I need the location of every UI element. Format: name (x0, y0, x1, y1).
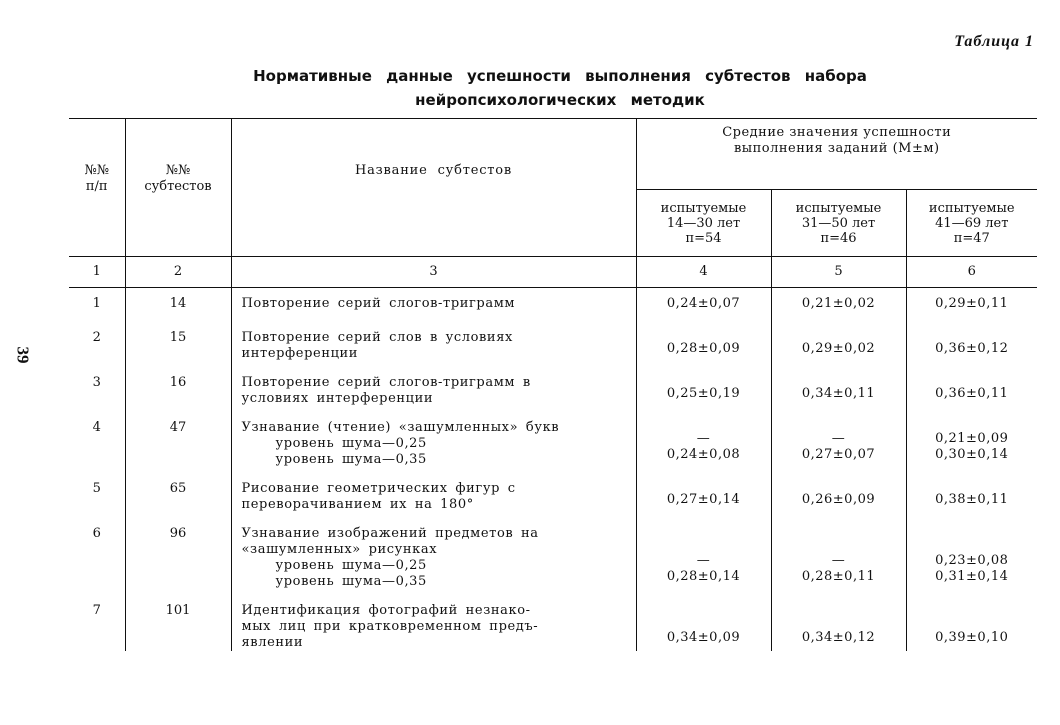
header-line: испытуемые (928, 200, 1015, 216)
row-spacer (69, 590, 1037, 603)
norms-table (69, 118, 1037, 651)
mean-value: — (696, 553, 711, 568)
header-group-2 (771, 190, 906, 257)
spacer-cell (231, 362, 636, 375)
noise-level-line: уровень шума—0,35 (275, 574, 427, 589)
subtest-name-line: Узнавание изображений предметов на (241, 526, 539, 541)
subtest-name-line: Повторение серий слогов-триграмм в (241, 375, 531, 390)
spacer-cell (125, 362, 231, 375)
row-number: 6 (92, 526, 101, 541)
header-line: п=47 (953, 230, 990, 246)
header-line: Название субтестов (354, 163, 513, 178)
mean-value-group-1 (636, 288, 771, 318)
header-line: п=46 (820, 230, 857, 246)
subtest-name-line: мых лиц при кратковременном предъ- (241, 619, 539, 634)
mean-value-group-3 (906, 603, 1037, 651)
table-row (69, 420, 1037, 468)
subtest-number: 14 (125, 288, 231, 318)
spacer-cell (636, 407, 771, 420)
mean-value: 0,21±0,09 (935, 431, 1009, 446)
subtest-name (231, 481, 636, 513)
header-row-number (69, 119, 125, 257)
header-line: №№ (165, 163, 191, 178)
caption-line: Нормативные данные успешности выполнения субтестов набора (253, 67, 867, 85)
noise-level-line: уровень шума—0,25 (275, 436, 427, 451)
spacer-cell (69, 590, 125, 603)
table-row (69, 481, 1037, 513)
spacer-cell (906, 468, 1037, 481)
row-spacer (69, 468, 1037, 481)
subtest-name-line: «зашумленных» рисунках (241, 542, 438, 557)
mean-value-group-1 (636, 420, 771, 468)
spacer-cell (231, 468, 636, 481)
subtest-name-line: Узнавание (чтение) «зашумленных» букв (241, 420, 560, 435)
mean-value-group-1 (636, 603, 771, 651)
spacer-cell (125, 407, 231, 420)
mean-value: 0,23±0,08 (935, 553, 1009, 568)
spacer-cell (69, 407, 125, 420)
subtest-name-line: переворачиванием их на 180° (241, 497, 474, 512)
spacer-cell (636, 513, 771, 526)
table-row (69, 288, 1037, 318)
spacer-cell (771, 362, 906, 375)
column-number: 4 (636, 257, 771, 288)
row-number: 4 (92, 420, 101, 435)
header-line: испытуемые (660, 200, 747, 216)
spacer-cell (125, 468, 231, 481)
noise-level-line: уровень шума—0,35 (275, 452, 427, 467)
mean-value-group-2 (771, 481, 906, 513)
page-number: 39 (13, 346, 33, 364)
mean-value-group-2 (771, 526, 906, 590)
spacer-cell (231, 590, 636, 603)
subtest-name (231, 526, 636, 590)
subtest-name-line: условиях интерференции (241, 391, 434, 406)
mean-value: 0,34±0,09 (666, 630, 741, 645)
subtest-name-line: Идентификация фотографий незнако- (241, 603, 531, 618)
header-subtest-name (231, 119, 636, 257)
column-number: 6 (906, 257, 1037, 288)
spacer-cell (69, 468, 125, 481)
header-line: 41—69 лет (935, 215, 1009, 231)
header-line: №№ (84, 163, 110, 178)
spacer-cell (636, 317, 771, 330)
column-number: 2 (125, 257, 231, 288)
mean-value: 0,31±0,14 (935, 569, 1009, 584)
table-row (69, 375, 1037, 407)
subtest-number: 65 (125, 481, 231, 513)
noise-level-line: уровень шума—0,25 (275, 558, 427, 573)
mean-value: 0,28±0,14 (666, 569, 741, 584)
mean-value: — (831, 553, 846, 568)
header-mean-values (636, 119, 1037, 190)
mean-value-group-1 (636, 481, 771, 513)
mean-value: 0,38±0,11 (935, 492, 1009, 507)
header-line: испытуемые (795, 200, 882, 216)
mean-value-group-2 (771, 603, 906, 651)
mean-value: 0,21±0,02 (801, 296, 876, 311)
spacer-cell (906, 362, 1037, 375)
header-line: п/п (85, 179, 108, 194)
header-line: п=54 (685, 230, 722, 246)
mean-value-group-3 (906, 288, 1037, 318)
spacer-cell (231, 317, 636, 330)
header-group-3 (906, 190, 1037, 257)
mean-value: 0,29±0,02 (801, 341, 876, 356)
row-number: 7 (92, 603, 101, 618)
spacer-cell (231, 407, 636, 420)
mean-value: 0,39±0,10 (935, 630, 1009, 645)
header-group-1 (636, 190, 771, 257)
spacer-cell (125, 590, 231, 603)
mean-value: 0,25±0,19 (666, 386, 741, 401)
mean-value-group-2 (771, 288, 906, 318)
mean-value: — (831, 431, 846, 446)
row-spacer (69, 317, 1037, 330)
header-line: 31—50 лет (801, 215, 876, 231)
table-row (69, 330, 1037, 362)
row-number: 3 (92, 375, 101, 390)
header-line: субтестов (144, 179, 212, 194)
table-body (69, 288, 1037, 652)
subtest-number: 47 (125, 420, 231, 468)
spacer-cell (636, 468, 771, 481)
spacer-cell (906, 407, 1037, 420)
subtest-name (231, 420, 636, 468)
spacer-cell (125, 513, 231, 526)
mean-value-group-3 (906, 375, 1037, 407)
spacer-cell (636, 590, 771, 603)
spacer-cell (771, 407, 906, 420)
mean-value: 0,30±0,14 (935, 447, 1009, 462)
mean-value-group-2 (771, 375, 906, 407)
table-row (69, 526, 1037, 590)
spacer-cell (69, 513, 125, 526)
column-number: 3 (231, 257, 636, 288)
mean-value: 0,27±0,07 (801, 447, 876, 462)
mean-value-group-3 (906, 526, 1037, 590)
mean-value: 0,26±0,09 (801, 492, 876, 507)
spacer-cell (771, 590, 906, 603)
mean-value-group-2 (771, 330, 906, 362)
subtest-number: 16 (125, 375, 231, 407)
mean-value: 0,36±0,11 (935, 386, 1009, 401)
spacer-cell (636, 362, 771, 375)
subtest-name-line: Повторение серий слов в условиях (241, 330, 513, 345)
spacer-cell (771, 513, 906, 526)
subtest-name (231, 288, 636, 318)
mean-value: 0,24±0,07 (666, 296, 741, 311)
header-line: Средние значения успешности (722, 125, 952, 140)
mean-value-group-1 (636, 330, 771, 362)
subtest-name-line: Рисование геометрических фигур с (241, 481, 516, 496)
mean-value-group-3 (906, 330, 1037, 362)
mean-value-group-2 (771, 420, 906, 468)
spacer-cell (69, 317, 125, 330)
mean-value: 0,34±0,11 (801, 386, 876, 401)
row-spacer (69, 513, 1037, 526)
mean-value-group-3 (906, 420, 1037, 468)
mean-value: 0,28±0,11 (801, 569, 876, 584)
mean-value: 0,27±0,14 (666, 492, 741, 507)
subtest-number: 101 (125, 603, 231, 651)
subtest-name (231, 603, 636, 651)
spacer-cell (69, 362, 125, 375)
column-number: 1 (69, 257, 125, 288)
subtest-name-line: интерференции (241, 346, 359, 361)
table-label: Таблица 1 (954, 33, 1034, 50)
header-line: 14—30 лет (666, 215, 741, 231)
row-number: 1 (92, 296, 101, 311)
mean-value: 0,29±0,11 (935, 296, 1009, 311)
column-number: 5 (771, 257, 906, 288)
spacer-cell (906, 513, 1037, 526)
spacer-cell (125, 317, 231, 330)
subtest-name (231, 330, 636, 362)
subtest-number: 96 (125, 526, 231, 590)
table-caption (150, 64, 970, 112)
spacer-cell (906, 590, 1037, 603)
row-number: 5 (92, 481, 101, 496)
mean-value: 0,36±0,12 (935, 341, 1009, 356)
mean-value: — (696, 431, 711, 446)
table-row (69, 603, 1037, 651)
mean-value: 0,24±0,08 (666, 447, 741, 462)
header-line: выполнения заданий (M±м) (733, 141, 940, 156)
subtest-name (231, 375, 636, 407)
row-spacer (69, 407, 1037, 420)
spacer-cell (771, 468, 906, 481)
mean-value: 0,34±0,12 (801, 630, 876, 645)
row-spacer (69, 362, 1037, 375)
mean-value: 0,28±0,09 (666, 341, 741, 356)
spacer-cell (231, 513, 636, 526)
caption-line: нейропсихологических методик (415, 91, 705, 109)
row-number: 2 (92, 330, 101, 345)
mean-value-group-1 (636, 375, 771, 407)
subtest-name-line: Повторение серий слогов-триграмм (241, 296, 516, 311)
spacer-cell (906, 317, 1037, 330)
spacer-cell (771, 317, 906, 330)
mean-value-group-1 (636, 526, 771, 590)
subtest-number: 15 (125, 330, 231, 362)
header-subtest-number (125, 119, 231, 257)
mean-value-group-3 (906, 481, 1037, 513)
subtest-name-line: явлении (241, 635, 304, 650)
